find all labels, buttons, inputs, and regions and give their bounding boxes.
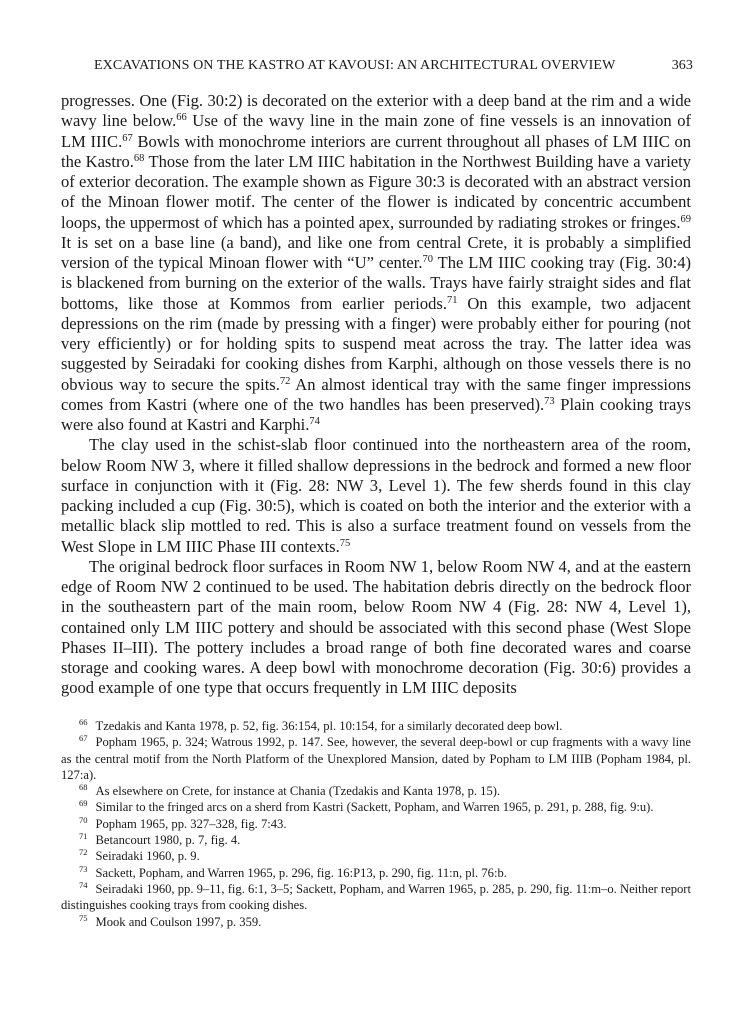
footnote-text: Sackett, Popham, and Warren 1965, p. 296, fig. 16:P13, p. 290, fig. 11:n, pl. 76:b. <box>95 865 507 880</box>
footnote-text: Mook and Coulson 1997, p. 359. <box>95 914 262 929</box>
footnote-67 <box>61 734 691 783</box>
footnote-ref-73[interactable]: 73 <box>544 395 555 407</box>
footnote-number: 73 <box>79 863 88 874</box>
footnote-text: Betancourt 1980, p. 7, fig. 4. <box>95 833 241 848</box>
paragraph-3 <box>61 557 691 699</box>
text-run: It is set on a base line (a band), and like one from central Crete, it is probably a simplified version of the typical Minoan flower with “U” center. <box>61 232 691 272</box>
footnote-text: As elsewhere on Crete, for instance at Chania (Tzedakis and Kanta 1978, p. 15). <box>95 784 501 799</box>
text-run: The original bedrock floor surfaces in Room NW 1, below Room NW 4, and at the eastern edge of Room NW 2 continued to be used. The habitation debris directly on the bedrock floor in the southeastern part of the main room, below Room NW 4 (Fig. 28: NW 4, Level 1), contained only LM IIIC pottery and should be associated with this second phase (West Slope Phases II–III). The pottery includes a broad range of both fine decorated wares and coarse storage and cooking wares. A deep bowl with monochrome decoration (Fig. 30:6) provides a good example of one type that occurs frequently in LM IIIC deposits <box>61 556 691 698</box>
footnote-ref-68[interactable]: 68 <box>133 152 145 164</box>
footnote-number: 75 <box>79 912 88 923</box>
footnote-text: Tzedakis and Kanta 1978, p. 52, fig. 36:154, pl. 10:154, for a similarly decorated deep bowl. <box>95 719 563 733</box>
footnote-66 <box>61 718 691 734</box>
footnote-number: 74 <box>79 879 88 890</box>
footnote-text: Seiradaki 1960, pp. 9–11, fig. 6:1, 3–5; Sackett, Popham, and Warren 1965, p. 285, p. 290, fig. 11:m–o. Neither report distinguishes cooking trays from cooking dishes. <box>61 881 691 913</box>
text-run: progresses. One (Fig. 30:2) is decorated on the exterior with a deep band at the rim and a wide wavy line below. <box>61 91 691 131</box>
text-run: An almost identical tray with the same finger impressions comes from Kastri (where one of the two handles has been preserved). <box>61 374 691 414</box>
footnote-ref-75[interactable]: 75 <box>339 537 351 549</box>
text-run: Bowls with monochrome interiors are current throughout all phases of LM IIIC on the Kastro. <box>61 131 692 171</box>
footnote-text: Similar to the fringed arcs on a sherd from Kastri (Sackett, Popham, and Warren 1965, p. 291, p. 288, fig. 9:u). <box>95 800 654 815</box>
footnote-ref-72[interactable]: 72 <box>279 375 291 387</box>
footnote-text: Popham 1965, p. 324; Watrous 1992, p. 147. See, however, the several deep-bowl or cup fragments with a wavy line as the central motif from the North Platform of the Unexplored Mansion, dated by Popham to LM IIIB (Popham 1984, pl. 127:a). <box>61 735 691 782</box>
footnote-72 <box>61 848 691 864</box>
footnote-text: Seiradaki 1960, p. 9. <box>95 849 200 864</box>
paragraph-2 <box>61 435 691 557</box>
footnote-ref-71[interactable]: 71 <box>446 294 458 306</box>
text-run: Plain cooking trays were also found at Kastri and Karphi. <box>61 394 691 434</box>
footnote-ref-69[interactable]: 69 <box>680 213 691 225</box>
footnote-74 <box>61 881 691 914</box>
footnote-ref-66[interactable]: 66 <box>176 112 187 124</box>
footnote-68 <box>61 783 691 799</box>
footnote-number: 70 <box>79 814 88 825</box>
footnote-number: 67 <box>79 733 88 744</box>
text-run: Those from the later LM IIIC habitation in the Northwest Building have a variety of exterior decoration. The example shown as Figure 30:3 is decorated with an abstract version of the Minoan flower motif. The center of the flower is indicated by concentric accumbent loops, the uppermost of which has a pointed apex, surrounded by radiating strokes or fringes. <box>61 151 691 232</box>
text-run: The clay used in the schist-slab floor continued into the northeastern area of the room, below Room NW 3, where it filled shallow depressions in the bedrock and formed a new floor surface in conjunction with it (Fig. 28: NW 3, Level 1). The few sherds found in this clay packing included a cup (Fig. 30:5), which is coated on both the interior and the exterior with a metallic black slip mottled to red. This is also a surface treatment found on vessels from the West Slope in LM IIIC Phase III contexts. <box>61 435 691 556</box>
running-head <box>94 58 693 80</box>
footnote-number: 66 <box>79 717 88 727</box>
paragraph-1 <box>61 91 691 435</box>
footnote-ref-67[interactable]: 67 <box>122 132 133 144</box>
footnote-ref-70[interactable]: 70 <box>422 254 433 265</box>
footnote-number: 71 <box>79 831 88 842</box>
footnote-69 <box>61 799 691 815</box>
footnotes <box>61 718 691 930</box>
footnote-70 <box>61 816 691 832</box>
footnote-number: 68 <box>79 782 88 793</box>
footnote-ref-74[interactable]: 74 <box>309 416 320 427</box>
main-text <box>61 91 691 699</box>
footnote-number: 72 <box>79 847 88 858</box>
text-run: Use of the wavy line in the main zone of fine vessels is an innovation of LM IIIC. <box>61 111 691 151</box>
text-run: On this example, two adjacent depressions on the rim (made by pressing with a finger) were probably either for pouring (not very efficiently) or for holding spits to suspend meat across the tray. The latter idea was suggested by Seiradaki for cooking dishes from Karphi, although on those vessels there is no obvious way to secure the spits. <box>61 293 691 394</box>
page-number: 363 <box>671 58 693 73</box>
footnote-71 <box>61 832 691 848</box>
footnote-73 <box>61 865 691 881</box>
footnote-text: Popham 1965, pp. 327–328, fig. 7:43. <box>95 816 287 831</box>
footnote-75 <box>61 914 691 930</box>
text-run: The LM IIIC cooking tray (Fig. 30:4) is blackened from burning on the exterior of the walls. Trays have fairly straight sides and flat bottoms, like those at Kommos from earlier periods. <box>61 253 691 313</box>
footnote-number: 69 <box>79 798 88 809</box>
running-head-title: EXCAVATIONS ON THE KASTRO AT KAVOUSI: AN ARCHITECTURAL OVERVIEW <box>94 58 616 73</box>
